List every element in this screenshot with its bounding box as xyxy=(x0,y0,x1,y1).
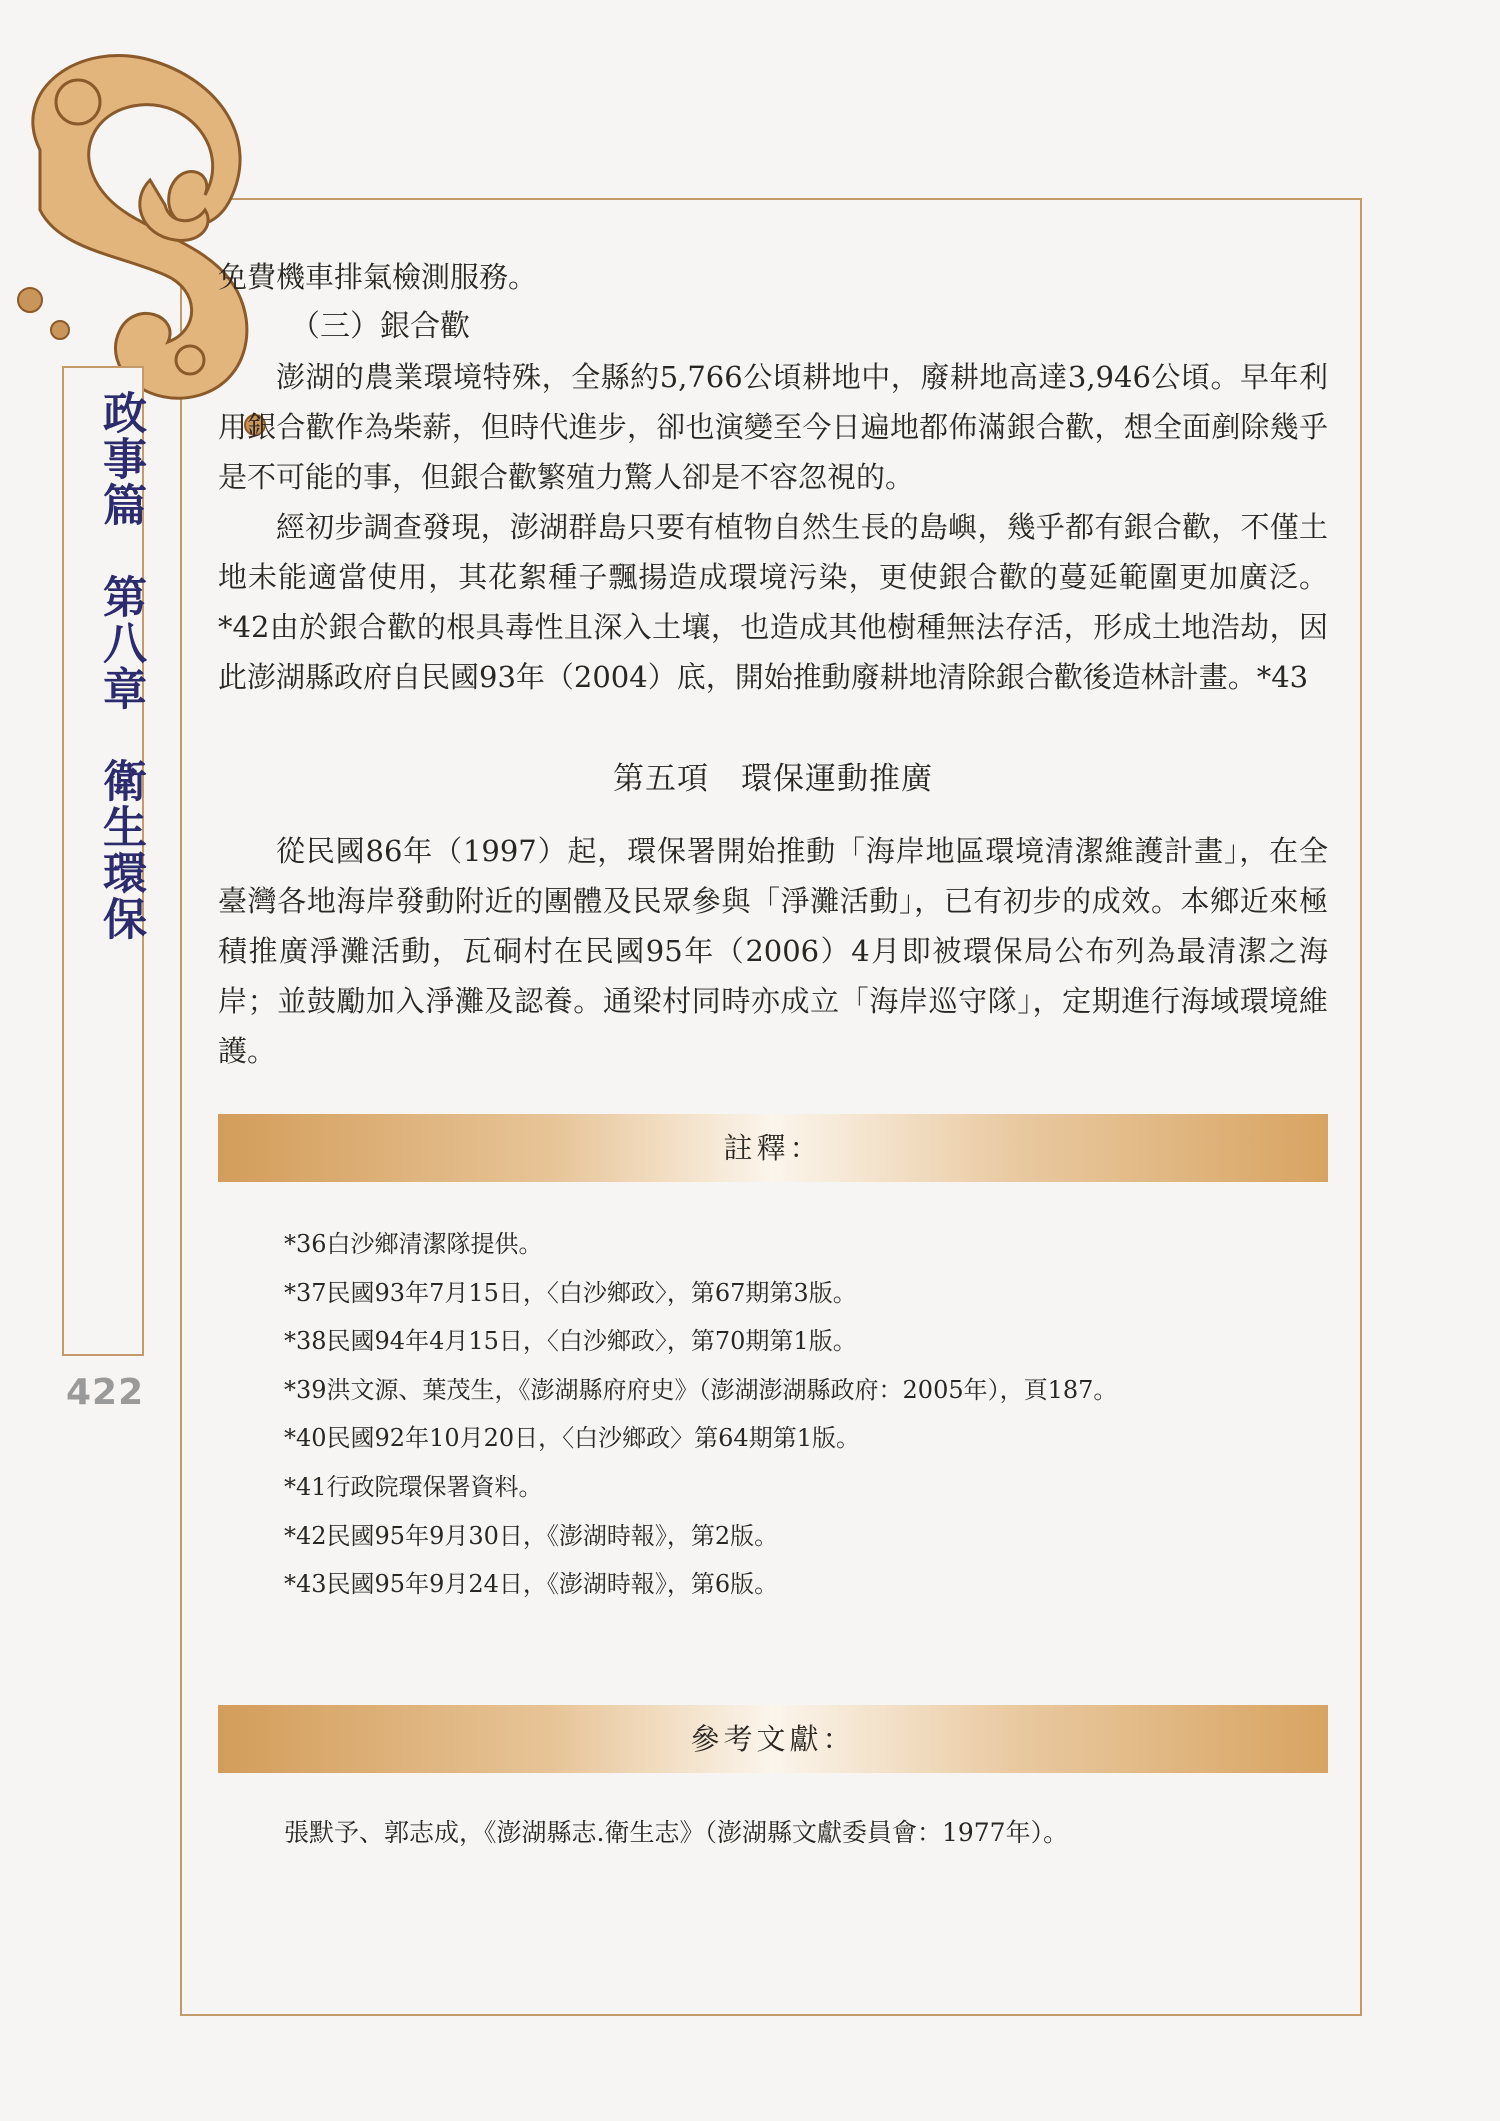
reference-item: 張默予、郭志成，《澎湖縣志.衛生志》（澎湖縣文獻委員會：1977年）。 xyxy=(284,1817,1069,1847)
note-item: *41行政院環保署資料。 xyxy=(284,1472,543,1501)
references-list xyxy=(218,1809,1328,1857)
paragraph: 經初步調查發現，澎湖群島只要有植物自然生長的島嶼，幾乎都有銀合歡，不僅土地未能適當使用，其花絮種子飄揚造成環境污染，更使銀合歡的蔓延範圍更加廣泛。*42由於銀合歡的根具毒性且深入土壤，也造成其他樹種無法存活，形成土地浩劫，因此澎湖縣政府自民國93年（2004）底，開始推動廢耕地清除銀合歡後造林計畫。*43 xyxy=(218,510,1328,694)
notes-banner xyxy=(218,1114,1328,1182)
note-item: *42民國95年9月30日，《澎湖時報》，第2版。 xyxy=(284,1521,779,1550)
notes-heading: 註釋： xyxy=(723,1131,823,1165)
main-content xyxy=(218,252,1328,1857)
references-heading: 參考文獻： xyxy=(690,1721,856,1756)
section-title: 第五項 環保運動推廣 xyxy=(613,761,933,797)
paragraph: 澎湖的農業環境特殊，全縣約5,766公頃耕地中，廢耕地高達3,946公頃。早年利用銀合歡作為柴薪，但時代進步，卻也演變至今日遍地都佈滿銀合歡，想全面剷除幾乎是不可能的事，但銀合歡繁殖力驚人卻是不容忽視的。 xyxy=(218,360,1328,494)
page-number: 422 xyxy=(66,1372,145,1413)
note-item: *36白沙鄉清潔隊提供。 xyxy=(284,1230,543,1258)
section-paragraph: 從民國86年（1997）起，環保署開始推動「海岸地區環境清潔維護計畫」，在全臺灣各地海岸發動附近的團體及民眾參與「淨灘活動」，已有初步的成效。本鄉近來極積推廣淨灘活動，瓦硐村在民國95年（2006）4月即被環保局公布列為最清潔之海岸；並鼓勵加入淨灘及認養。通梁村同時亦成立「海岸巡守隊」，定期進行海域環境維護。 xyxy=(218,834,1328,1068)
continuation-text: 免費機車排氣檢測服務。 xyxy=(218,260,538,294)
notes-list xyxy=(218,1220,1328,1609)
chapter-sidebar xyxy=(62,366,144,1356)
note-item: *40民國92年10月20日，〈白沙鄉政〉第64期第1版。 xyxy=(284,1424,860,1453)
note-item: *39洪文源、葉茂生，《澎湖縣府府史》（澎湖澎湖縣政府：2005年），頁187。 xyxy=(284,1375,1118,1404)
note-item: *38民國94年4月15日，〈白沙鄉政〉，第70期第1版。 xyxy=(284,1327,857,1356)
references-banner xyxy=(218,1705,1328,1773)
chapter-title: 政事篇 第八章 衛生環保 xyxy=(95,390,146,942)
note-item: *43民國95年9月24日，《澎湖時報》，第6版。 xyxy=(284,1570,779,1599)
note-item: *37民國93年7月15日，〈白沙鄉政〉，第67期第3版。 xyxy=(284,1278,857,1307)
subsection-title: （三）銀合歡 xyxy=(290,309,470,344)
